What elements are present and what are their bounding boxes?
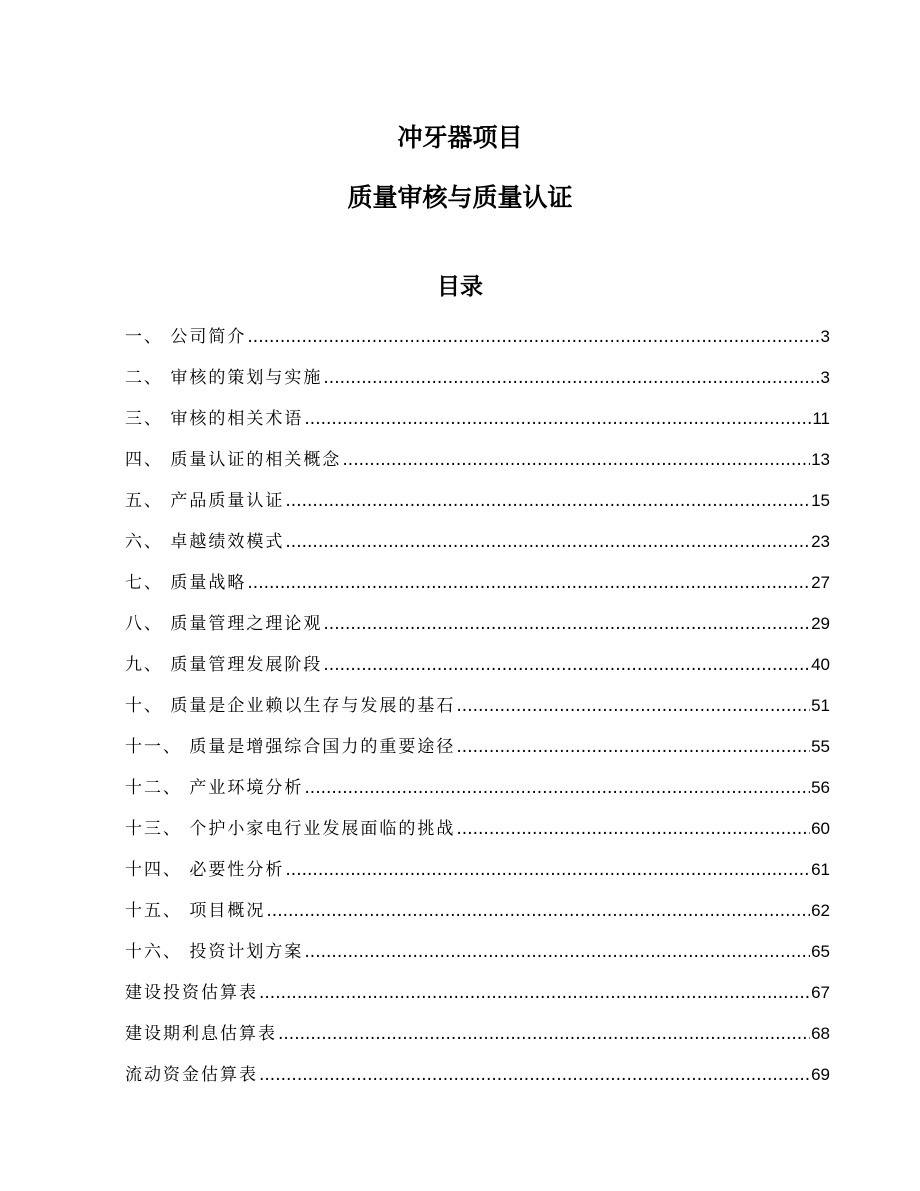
toc-entry-page: 65 bbox=[811, 942, 830, 961]
toc-leader-dots bbox=[304, 404, 811, 434]
toc-leader-dots bbox=[304, 773, 810, 803]
toc-entry-label: 七、 质量战略 bbox=[125, 573, 247, 593]
toc-entry-page: 13 bbox=[811, 450, 830, 469]
toc-leader-dots bbox=[323, 363, 819, 393]
toc-leader-dots bbox=[323, 650, 810, 680]
toc-entry-label: 十五、 项目概况 bbox=[125, 901, 266, 921]
toc-leader-dots bbox=[285, 855, 810, 885]
toc-leader-dots bbox=[342, 445, 810, 475]
toc-entry-page: 61 bbox=[811, 860, 830, 879]
toc-entry-page: 3 bbox=[820, 368, 830, 387]
toc-leader-dots bbox=[266, 896, 810, 926]
toc-leader-dots bbox=[259, 978, 810, 1008]
toc-entry[interactable] bbox=[125, 978, 830, 1019]
toc-entry[interactable] bbox=[125, 404, 830, 445]
toc-entry-page: 68 bbox=[811, 1024, 830, 1043]
toc-entry[interactable] bbox=[125, 486, 830, 527]
toc-leader-dots bbox=[456, 732, 810, 762]
toc-entry-label: 十一、 质量是增强综合国力的重要途径 bbox=[125, 737, 456, 757]
table-of-contents bbox=[125, 322, 830, 1101]
toc-entry-label: 十四、 必要性分析 bbox=[125, 860, 285, 880]
toc-entry-page: 67 bbox=[811, 983, 830, 1002]
toc-entry-label: 三、 审核的相关术语 bbox=[125, 409, 304, 429]
toc-entry-label: 九、 质量管理发展阶段 bbox=[125, 655, 323, 675]
toc-entry-page: 23 bbox=[811, 532, 830, 551]
toc-leader-dots bbox=[278, 1019, 810, 1049]
toc-entry[interactable] bbox=[125, 691, 830, 732]
toc-leader-dots bbox=[456, 814, 810, 844]
toc-entry[interactable] bbox=[125, 855, 830, 896]
toc-entry[interactable] bbox=[125, 937, 830, 978]
toc-leader-dots bbox=[285, 527, 810, 557]
toc-entry-page: 11 bbox=[812, 409, 830, 428]
toc-leader-dots bbox=[259, 1060, 810, 1090]
document-title: 冲牙器项目 bbox=[397, 123, 523, 152]
toc-entry[interactable] bbox=[125, 814, 830, 855]
toc-entry[interactable] bbox=[125, 773, 830, 814]
toc-entry[interactable] bbox=[125, 732, 830, 773]
toc-entry-label: 六、 卓越绩效模式 bbox=[125, 532, 285, 552]
toc-heading: 目录 bbox=[437, 274, 483, 300]
toc-leader-dots bbox=[285, 486, 810, 516]
toc-entry[interactable] bbox=[125, 322, 830, 363]
toc-leader-dots bbox=[323, 609, 810, 639]
toc-entry[interactable] bbox=[125, 1060, 830, 1101]
document-subtitle: 质量审核与质量认证 bbox=[347, 183, 573, 212]
toc-entry-label: 五、 产品质量认证 bbox=[125, 491, 285, 511]
toc-entry-label: 十、 质量是企业赖以生存与发展的基石 bbox=[125, 696, 456, 716]
toc-entry[interactable] bbox=[125, 609, 830, 650]
toc-entry[interactable] bbox=[125, 650, 830, 691]
toc-entry-page: 56 bbox=[811, 778, 830, 797]
toc-entry-label: 四、 质量认证的相关概念 bbox=[125, 450, 342, 470]
toc-entry-label: 二、 审核的策划与实施 bbox=[125, 368, 323, 388]
toc-entry[interactable] bbox=[125, 568, 830, 609]
toc-entry-label: 十二、 产业环境分析 bbox=[125, 778, 304, 798]
toc-entry[interactable] bbox=[125, 896, 830, 937]
toc-entry-page: 51 bbox=[811, 696, 830, 715]
toc-leader-dots bbox=[247, 322, 819, 352]
toc-entry[interactable] bbox=[125, 1019, 830, 1060]
toc-entry-page: 69 bbox=[811, 1065, 830, 1084]
toc-entry-label: 流动资金估算表 bbox=[125, 1065, 258, 1085]
toc-entry-label: 八、 质量管理之理论观 bbox=[125, 614, 323, 634]
toc-entry-label: 建设投资估算表 bbox=[125, 983, 258, 1003]
toc-leader-dots bbox=[456, 691, 810, 721]
toc-entry-page: 27 bbox=[811, 573, 830, 592]
toc-entry-page: 40 bbox=[811, 655, 830, 674]
toc-leader-dots bbox=[304, 937, 810, 967]
toc-leader-dots bbox=[247, 568, 810, 598]
toc-entry-page: 55 bbox=[811, 737, 830, 756]
toc-entry[interactable] bbox=[125, 527, 830, 568]
toc-entry[interactable] bbox=[125, 363, 830, 404]
toc-entry-label: 十六、 投资计划方案 bbox=[125, 942, 304, 962]
toc-entry-page: 3 bbox=[820, 327, 830, 346]
toc-entry-page: 29 bbox=[811, 614, 830, 633]
toc-entry-label: 十三、 个护小家电行业发展面临的挑战 bbox=[125, 819, 456, 839]
toc-entry-label: 一、 公司简介 bbox=[125, 327, 247, 347]
toc-entry-page: 60 bbox=[811, 819, 830, 838]
toc-entry-page: 62 bbox=[811, 901, 830, 920]
toc-entry-label: 建设期利息估算表 bbox=[125, 1024, 277, 1044]
toc-entry-page: 15 bbox=[811, 491, 830, 510]
toc-entry[interactable] bbox=[125, 445, 830, 486]
